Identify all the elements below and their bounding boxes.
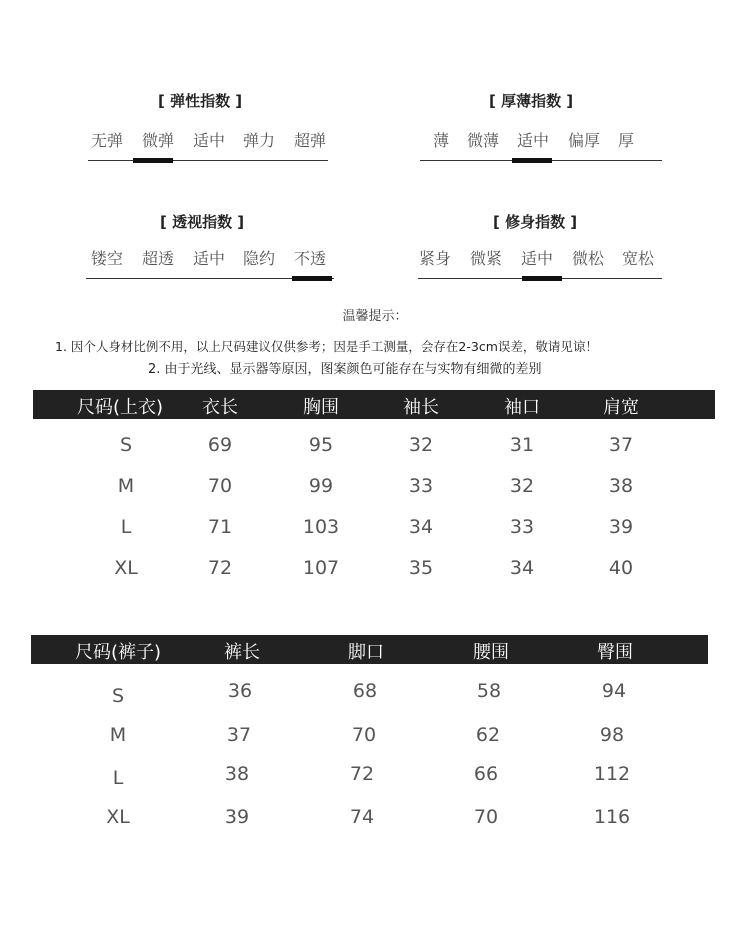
top-table-header-cell: 胸围 [303, 397, 339, 418]
table-cell: 70 [351, 724, 377, 746]
fit-title: [ 修身指数 ] [493, 213, 578, 231]
elasticity-label: 微弹 [141, 131, 175, 150]
tips-line-1: 1. 因个人身材比例不用，以上尺码建议仅供参考；因是手工测量，会存在2-3cm误差，敬请见谅！ [55, 339, 598, 354]
elasticity-scale-line [88, 160, 328, 161]
table-cell: 58 [476, 680, 502, 702]
transparency-title: [ 透视指数 ] [160, 213, 245, 231]
table-cell: 116 [593, 806, 631, 828]
thickness-label: 薄 [432, 131, 450, 150]
top-table-header-cell: 衣长 [202, 397, 238, 418]
table-cell: M [109, 724, 127, 746]
thickness-selected-marker [512, 158, 552, 163]
table-cell: 74 [349, 806, 375, 828]
thickness-label: 偏厚 [567, 131, 601, 150]
elasticity-title: [ 弹性指数 ] [158, 92, 243, 110]
table-cell: 33 [408, 475, 434, 497]
elasticity-label: 无弹 [90, 131, 124, 150]
table-cell: 39 [608, 516, 634, 538]
table-cell: 34 [408, 516, 434, 538]
elasticity-label: 适中 [192, 131, 226, 150]
pants-table-header-cell: 臀围 [597, 642, 633, 663]
thickness-label: 微薄 [466, 131, 500, 150]
table-cell: 68 [352, 680, 378, 702]
table-cell: 70 [473, 806, 499, 828]
elasticity-label: 超弹 [293, 131, 327, 150]
transparency-label: 隐约 [242, 249, 276, 268]
table-cell: 72 [207, 557, 233, 579]
table-cell: 37 [226, 724, 252, 746]
pants-table-header-cell: 脚口 [348, 642, 384, 663]
top-table-header-cell: 袖口 [504, 397, 540, 418]
table-cell: L [120, 516, 132, 538]
elasticity-label: 弹力 [242, 131, 276, 150]
table-cell: XL [114, 557, 138, 579]
table-cell: 72 [349, 763, 375, 785]
fit-label: 紧身 [418, 249, 452, 268]
transparency-selected-marker [292, 276, 332, 281]
table-cell: 40 [608, 557, 634, 579]
table-cell: 38 [224, 763, 250, 785]
table-cell: 71 [207, 516, 233, 538]
table-cell: 32 [408, 434, 434, 456]
elasticity-selected-marker [133, 158, 173, 163]
table-cell: 70 [207, 475, 233, 497]
pants-table-header-cell: 腰围 [473, 642, 509, 663]
table-cell: 35 [408, 557, 434, 579]
table-cell: 39 [224, 806, 250, 828]
transparency-label: 超透 [141, 249, 175, 268]
table-cell: 33 [509, 516, 535, 538]
table-cell: 66 [473, 763, 499, 785]
fit-label: 宽松 [621, 249, 655, 268]
table-cell: L [112, 767, 124, 789]
table-cell: 107 [302, 557, 340, 579]
transparency-label: 不透 [293, 249, 327, 268]
thickness-label: 厚 [617, 131, 635, 150]
table-cell: 103 [302, 516, 340, 538]
fit-label: 微紧 [469, 249, 503, 268]
table-cell: S [111, 685, 125, 707]
thickness-title: [ 厚薄指数 ] [489, 92, 574, 110]
table-cell: 62 [475, 724, 501, 746]
table-cell: 37 [608, 434, 634, 456]
pants-table-header [31, 635, 708, 664]
pants-table-header-cell: 裤长 [224, 642, 260, 663]
fit-label: 适中 [520, 249, 554, 268]
table-cell: S [119, 434, 133, 456]
table-cell: 38 [608, 475, 634, 497]
table-cell: 94 [601, 680, 627, 702]
table-cell: XL [106, 806, 130, 828]
top-table-header-cell: 袖长 [403, 397, 439, 418]
table-cell: 98 [599, 724, 625, 746]
top-table-header-cell: 尺码(上衣) [76, 397, 164, 418]
table-cell: 99 [308, 475, 334, 497]
thickness-label: 适中 [516, 131, 550, 150]
table-cell: 31 [509, 434, 535, 456]
table-cell: 95 [308, 434, 334, 456]
top-table-header-cell: 肩宽 [603, 397, 639, 418]
fit-label: 微松 [571, 249, 605, 268]
table-cell: 112 [593, 763, 631, 785]
table-cell: 36 [227, 680, 253, 702]
transparency-label: 镂空 [90, 249, 124, 268]
tips-line-2: 2. 由于光线、显示器等原因，图案颜色可能存在与实物有细微的差别 [148, 362, 542, 377]
transparency-label: 适中 [192, 249, 226, 268]
table-cell: 34 [509, 557, 535, 579]
fit-selected-marker [522, 276, 562, 281]
table-cell: 69 [207, 434, 233, 456]
pants-table-header-cell: 尺码(裤子) [74, 642, 162, 663]
table-cell: 32 [509, 475, 535, 497]
table-cell: M [117, 475, 135, 497]
top-table-header [33, 390, 715, 419]
tips-title: 温馨提示： [342, 309, 408, 324]
